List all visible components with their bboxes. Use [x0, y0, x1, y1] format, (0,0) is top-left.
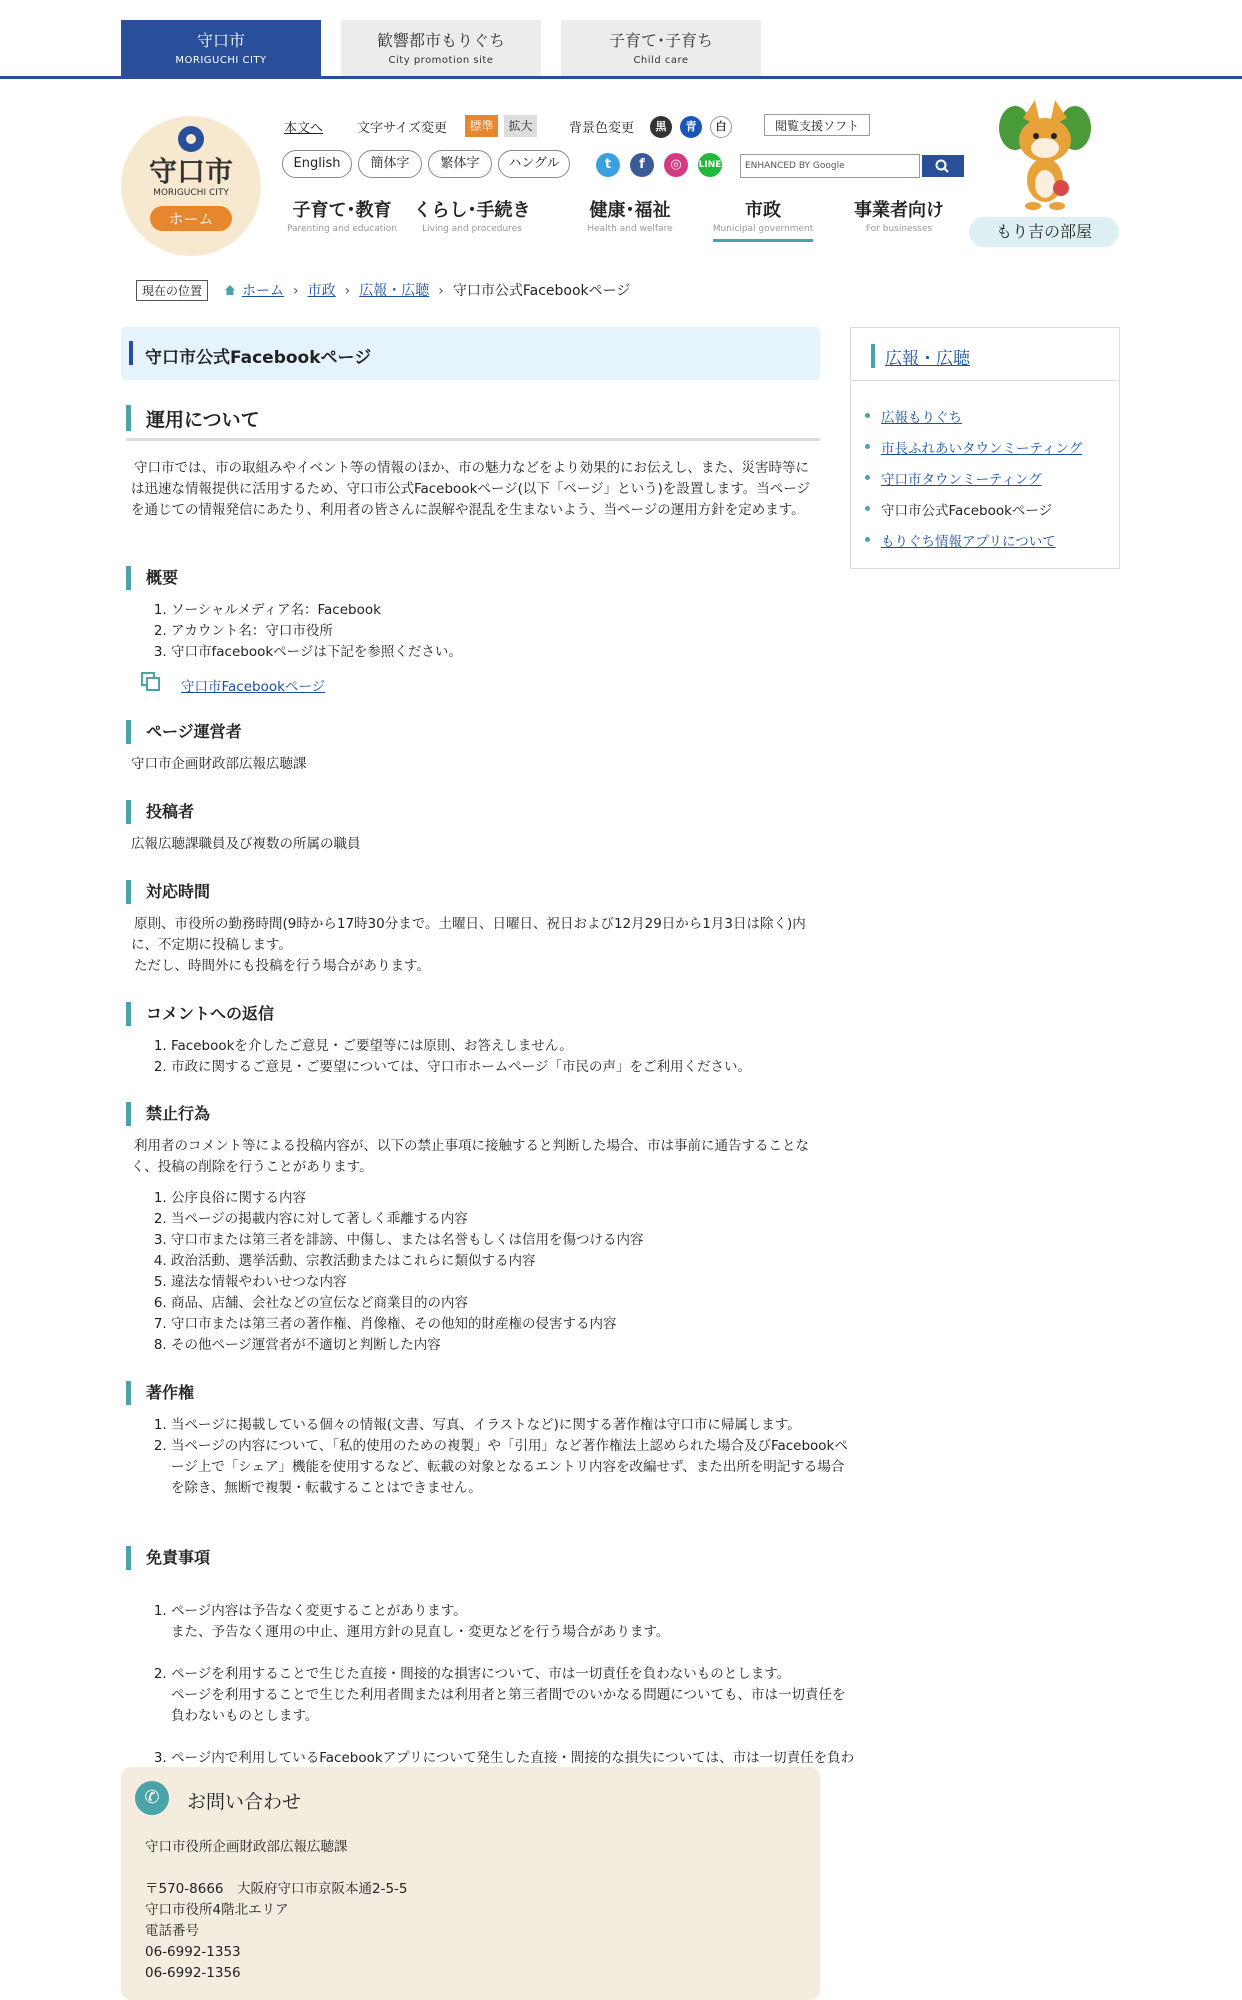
list-item: 7. 守口市または第三者の著作権、肖像権、その他知的財産権の侵害する内容 — [171, 1314, 855, 1335]
list-item: 1. ページ内容は予告なく変更することがあります。 また、予告なく運用の中止、運用方針の見直し・変更などを行う場合があります。 — [171, 1601, 855, 1643]
comments-heading: コメントへの返信 — [126, 1002, 274, 1026]
tab-title: 守口市 — [196, 31, 245, 50]
operator-heading: ページ運営者 — [126, 720, 242, 744]
sidebar — [850, 327, 1120, 569]
search-icon — [922, 155, 964, 177]
hours-heading: 対応時間 — [126, 880, 210, 904]
background-color-label: 背景色変更 — [569, 121, 635, 136]
search-placeholder: ENHANCED BY Google — [745, 161, 845, 171]
reading-assist-button[interactable]: 閲覧支援ソフト — [764, 114, 870, 136]
poster-heading: 投稿者 — [126, 800, 194, 824]
list-item: 2. 当ページの内容について、「私的使用のための複製」や「引用」など著作権法上認められた場合及びFacebookページ上で「シェア」機能を使用するなど、転載の対象となるエントリ内容を改編せず、また出所を明記する場合を除き、無断で複製・転載することはできません。 — [171, 1436, 855, 1499]
list-item: 1. ソーシャルメディア名：Facebook — [171, 600, 855, 621]
sidebar-item-label[interactable]: 守口市タウンミーティング — [881, 472, 1042, 488]
list-item: 4. 政治活動、選挙活動、宗教活動またはこれらに類似する内容 — [171, 1251, 855, 1272]
mascot-morikichi-icon[interactable] — [995, 98, 1095, 214]
tab-child-care[interactable] — [561, 20, 761, 76]
phone-icon: ✆ — [135, 1781, 169, 1815]
prohibited-heading: 禁止行為 — [126, 1102, 210, 1126]
hours-text-2: ただし、時間外にも投稿を行う場合があります。 — [134, 958, 430, 974]
nav-sublabel: Health and welfare — [587, 224, 673, 234]
sidebar-item-facebook — [865, 499, 1082, 530]
nav-living[interactable] — [407, 196, 537, 234]
overview-list — [131, 600, 855, 663]
nav-sublabel: Parenting and education — [286, 224, 398, 234]
chevron-right-icon: › — [344, 283, 351, 299]
list-item: 2. 市政に関するご意見・ご要望については、守口市ホームページ「市民の声」をご利用ください。 — [171, 1057, 855, 1078]
city-emblem-icon — [178, 126, 204, 152]
sidebar-divider — [851, 380, 1119, 381]
search-input[interactable] — [740, 154, 920, 178]
page-title: 守口市公式Facebookページ — [145, 348, 372, 368]
prohibited-list — [131, 1188, 855, 1356]
skip-to-content-link[interactable]: 本文へ — [284, 121, 324, 136]
poster-text: 広報広聴課職員及び複数の所属の職員 — [131, 836, 361, 852]
home-icon — [224, 284, 236, 296]
nav-parenting[interactable] — [277, 196, 407, 234]
lang-english-button[interactable]: English — [282, 150, 352, 178]
sidebar-item-townmeeting[interactable] — [865, 468, 1082, 499]
sidebar-item-label[interactable]: 市長ふれあいタウンミーティング — [881, 441, 1083, 457]
font-size-label: 文字サイズ変更 — [357, 121, 447, 136]
breadcrumb-municipal[interactable]: 市政 — [307, 283, 336, 299]
external-window-icon — [141, 672, 161, 692]
nav-label: 健康･福祉 — [589, 200, 671, 221]
sidebar-item-app[interactable] — [865, 530, 1082, 561]
comments-list — [131, 1036, 855, 1078]
operator-text: 守口市企画財政部広報広聴課 — [131, 756, 307, 772]
list-item: 2. アカウント名：守口市役所 — [171, 621, 855, 642]
tab-subtitle: Child care — [633, 55, 689, 66]
search-button[interactable] — [922, 155, 964, 177]
contact-dept: 守口市役所企画財政部広報広聴課 — [145, 1839, 348, 1855]
sidebar-item-label[interactable]: 広報もりぐち — [881, 410, 962, 426]
contact-floor: 守口市役所4階北エリア — [145, 1902, 289, 1918]
font-size-standard-button[interactable]: 標準 — [465, 115, 498, 137]
nav-sublabel: Living and procedures — [422, 224, 522, 234]
nav-health[interactable] — [565, 196, 695, 234]
font-size-large-button[interactable]: 拡大 — [504, 115, 537, 137]
page-title-box — [121, 327, 820, 380]
nav-municipal[interactable] — [698, 196, 828, 234]
section-heading: 運用について — [126, 405, 820, 441]
breadcrumb-home[interactable]: ホーム — [242, 283, 285, 299]
breadcrumb-pr[interactable]: 広報・広聴 — [359, 283, 430, 299]
list-item: 5. 違法な情報やわいせつな内容 — [171, 1272, 855, 1293]
tab-title: 子育て･子育ち — [608, 31, 713, 50]
intro-paragraph: 守口市では、市の取組みやイベント等の情報のほか、市の魅力などをより効果的にお伝えし、また、災害時等には迅速な情報提供に活用するため、守口市公式Facebookページ(以下「ページ」という)を設置します。当ページを通じての情報発信にあたり、利用者の皆さんに誤解や混乱を生まないよう、当ページの運用方針を定めます。 — [131, 460, 811, 518]
bg-white-button[interactable]: 白 — [710, 116, 732, 138]
lang-traditional-chinese-button[interactable]: 繁体字 — [428, 150, 492, 178]
bg-black-button[interactable]: 黒 — [650, 116, 672, 138]
sidebar-item-kouhou[interactable] — [865, 406, 1082, 437]
header-divider — [0, 76, 1242, 79]
list-item: 1. 当ページに掲載している個々の情報(文書、写真、イラストなど)に関する著作権は守口市に帰属します。 — [171, 1415, 855, 1436]
copyright-list — [131, 1415, 855, 1499]
list-item: 1. 公序良俗に関する内容 — [171, 1188, 855, 1209]
sidebar-heading[interactable]: 広報・広聴 — [871, 344, 970, 369]
tab-title: 歓響都市もりぐち — [376, 31, 505, 50]
tab-subtitle: MORIGUCHI CITY — [175, 55, 267, 66]
list-item: 3. ページ内で利用しているFacebookアプリについて発生した直接・間接的な損失については、市は一切責任を負わ — [171, 1748, 855, 1790]
sidebar-item-mayor-townmeeting[interactable] — [865, 437, 1082, 468]
chevron-right-icon: › — [438, 283, 444, 299]
prohibited-intro: 利用者のコメント等による投稿内容が、以下の禁止事項に接触すると判断した場合、市は事前に通告することなく、投稿の削除を行うことがあります。 — [131, 1138, 809, 1175]
nav-label: 事業者向け — [854, 200, 944, 221]
breadcrumb — [136, 280, 630, 301]
nav-label: 市政 — [745, 200, 781, 221]
tab-moriguchi-city[interactable] — [121, 20, 321, 76]
sidebar-item-label: 守口市公式Facebookページ — [881, 503, 1053, 519]
disclaimer-heading: 免責事項 — [126, 1546, 210, 1570]
facebook-page-link[interactable]: 守口市Facebookページ — [181, 679, 326, 695]
list-item: 3. 守口市または第三者を誹謗、中傷し、または名誉もしくは信用を傷つける内容 — [171, 1230, 855, 1251]
logo-name: 守口市 — [148, 155, 233, 188]
hours-text-1: 原則、市役所の勤務時間(9時から17時30分まで。土曜日、日曜日、祝日および12月29日から1月3日は除く)内に、不定期に投稿します。 — [131, 916, 806, 953]
contact-phone-label: 電話番号 — [145, 1923, 199, 1939]
home-button[interactable]: ホーム — [150, 206, 231, 231]
bg-blue-button[interactable]: 青 — [680, 116, 702, 138]
instagram-icon[interactable]: ◎ — [664, 153, 688, 177]
list-item: 8. その他ページ運営者が不適切と判断した内容 — [171, 1335, 855, 1356]
list-item: 1. Facebookを介したご意見・ご要望等には原則、お答えしません。 — [171, 1036, 855, 1057]
tab-subtitle: City promotion site — [388, 55, 494, 66]
sidebar-item-label[interactable]: もりぐち情報アプリについて — [881, 534, 1056, 550]
nav-business[interactable] — [834, 196, 964, 234]
contact-address: 〒570-8666 大阪府守口市京阪本通2-5-5 — [145, 1881, 408, 1897]
line-icon[interactable]: LINE — [698, 153, 722, 177]
list-item: 2. ページを利用することで生じた直接・間接的な損害について、市は一切責任を負わないものとします。 ページを利用することで生じた利用者間または利用者と第三者間でのいかなる問題についても、市は一切責任を負わないものとします。 — [171, 1664, 855, 1727]
list-item: 6. 商品、店舗、会社などの宣伝など商業目的の内容 — [171, 1293, 855, 1314]
list-item: 2. 当ページの掲載内容に対して著しく乖離する内容 — [171, 1209, 855, 1230]
contact-box — [121, 1767, 820, 2000]
twitter-icon[interactable]: t — [596, 153, 620, 177]
nav-sublabel: Municipal government — [712, 224, 814, 234]
breadcrumb-here-label: 現在の位置 — [136, 280, 208, 301]
logo-subtitle: MORIGUCHI CITY — [153, 188, 229, 198]
breadcrumb-current: 守口市公式Facebookページ — [452, 283, 631, 299]
tab-city-promotion[interactable] — [341, 20, 541, 76]
copyright-heading: 著作権 — [126, 1381, 194, 1405]
lang-simplified-chinese-button[interactable]: 簡体字 — [358, 150, 422, 178]
nav-label: 子育て･教育 — [292, 200, 392, 221]
contact-phone-2: 06-6992-1356 — [145, 1965, 241, 1981]
sidebar-list — [865, 406, 1082, 561]
contact-heading: お問い合わせ — [187, 1791, 302, 1813]
overview-heading: 概要 — [126, 566, 178, 590]
city-logo[interactable] — [121, 116, 261, 256]
mascot-room-link[interactable]: もり吉の部屋 — [969, 217, 1119, 247]
chevron-right-icon: › — [293, 283, 299, 299]
nav-sublabel: For businesses — [865, 224, 933, 234]
lang-korean-button[interactable]: ハングル — [498, 150, 570, 178]
list-item: 3. 守口市facebookページは下記を参照ください。 — [171, 642, 855, 663]
facebook-icon[interactable]: f — [630, 153, 654, 177]
nav-label: くらし･手続き — [413, 200, 531, 221]
contact-phone-1: 06-6992-1353 — [145, 1944, 241, 1960]
